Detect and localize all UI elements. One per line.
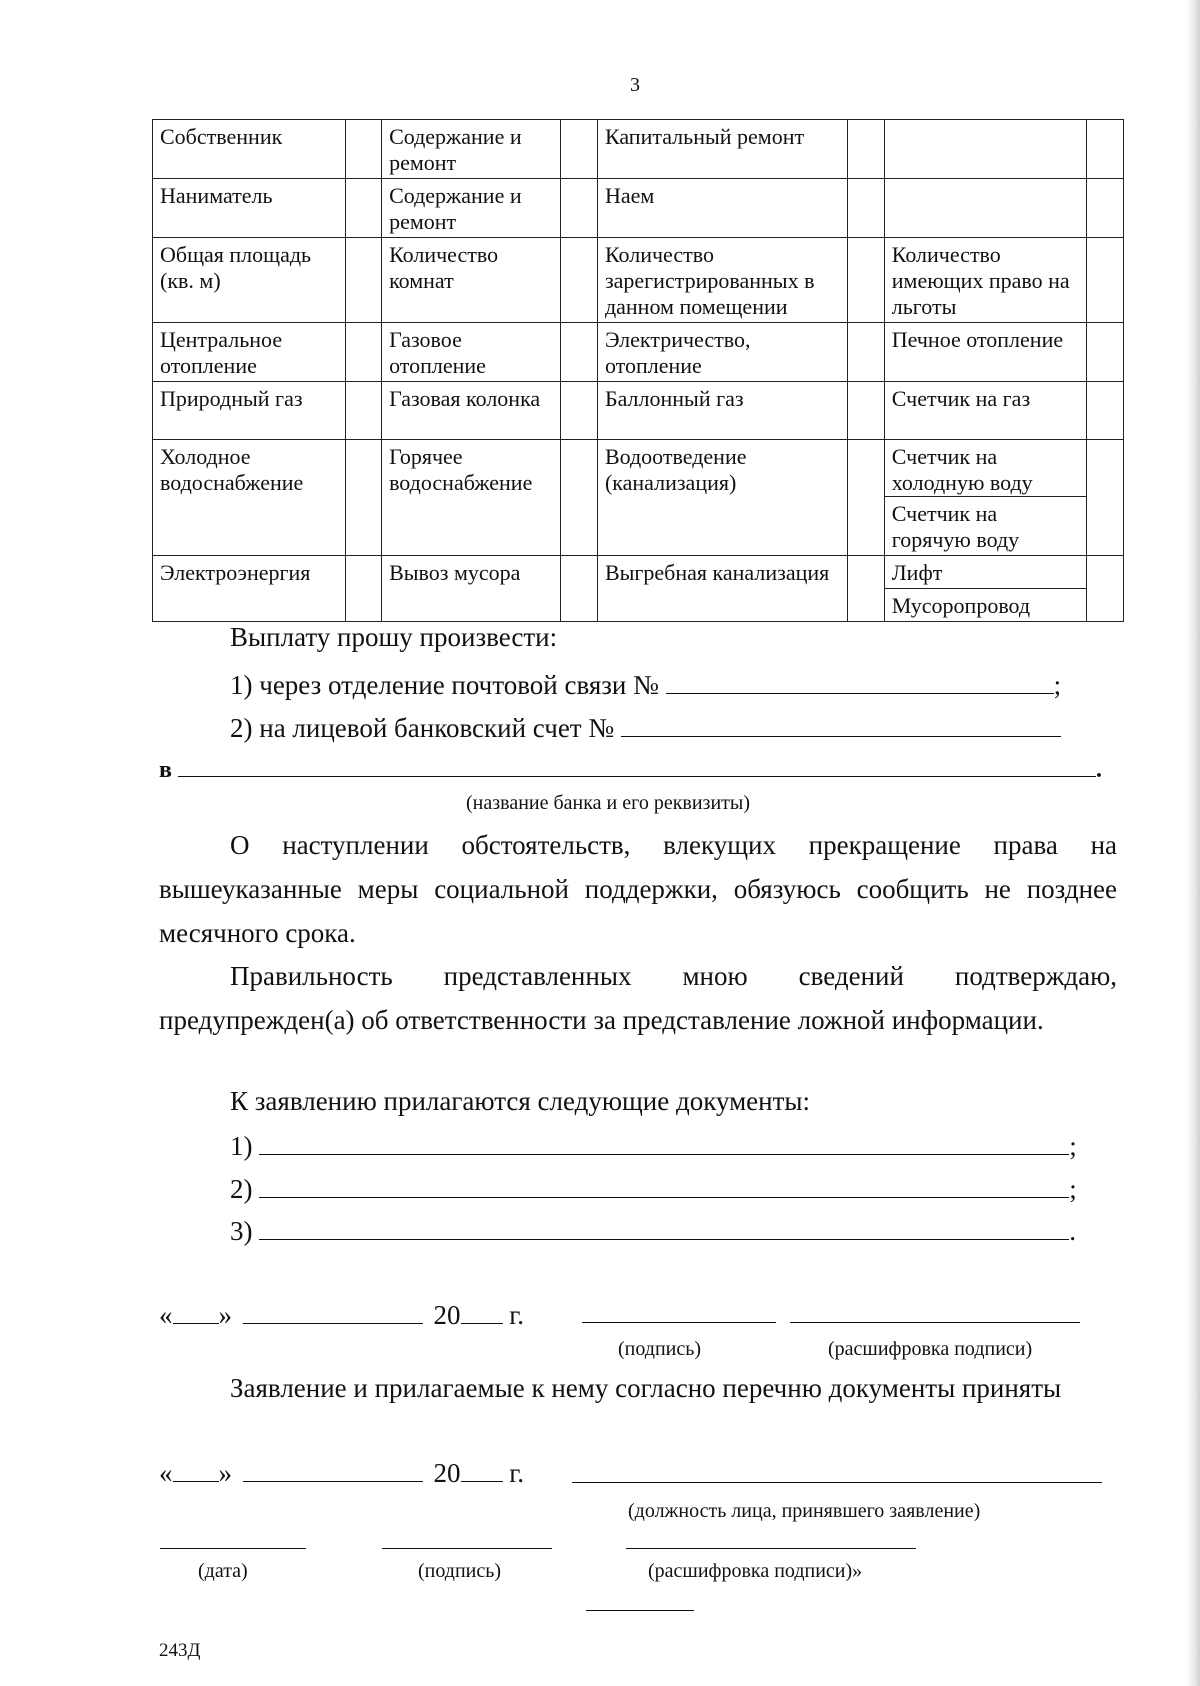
cell-hot-water: Горячее водоснабжение xyxy=(382,440,561,556)
year-prefix: 20 xyxy=(433,1458,461,1488)
cell-empty xyxy=(884,120,1087,179)
year-suffix: г. xyxy=(509,1458,525,1488)
cell-lift: Лифт xyxy=(891,560,943,585)
cell-lift-chute xyxy=(884,556,1087,622)
checkbox-cell[interactable] xyxy=(561,440,597,556)
bank-line xyxy=(159,752,1102,784)
document-item-number: 2) xyxy=(230,1174,253,1204)
cell-registered: Количество зарегистрированных в данном помещении xyxy=(597,238,847,323)
cell-electricity: Электроэнергия xyxy=(153,556,346,622)
acceptance-decoding-field[interactable] xyxy=(626,1548,916,1549)
year-field[interactable] xyxy=(461,1454,503,1482)
post-office-end: ; xyxy=(1053,670,1062,700)
cell-beneficiaries: Количество имеющих право на льготы xyxy=(884,238,1087,323)
checkbox-cell-pair[interactable] xyxy=(1087,556,1124,622)
checkbox-cell[interactable] xyxy=(345,120,381,179)
cell-gas-meter: Счетчик на газ xyxy=(884,382,1087,440)
cell-bottled-gas: Баллонный газ xyxy=(597,382,847,440)
checkbox-cell[interactable] xyxy=(561,120,597,179)
document-code: 243Д xyxy=(159,1640,201,1661)
cell-natural-gas: Природный газ xyxy=(153,382,346,440)
checkbox-cell[interactable] xyxy=(345,440,381,556)
cell-capital-repair: Капитальный ремонт xyxy=(597,120,847,179)
bank-name-field[interactable] xyxy=(178,752,1096,777)
checkbox-cell[interactable] xyxy=(345,382,381,440)
checkbox-cell[interactable] xyxy=(848,238,884,323)
table-row xyxy=(153,382,1124,440)
acceptance-decoding-caption: (расшифровка подписи)» xyxy=(648,1560,863,1582)
checkbox-cell[interactable] xyxy=(345,323,381,382)
checkbox-cell[interactable] xyxy=(1087,120,1124,179)
date-caption: (дата) xyxy=(198,1560,248,1582)
document-item xyxy=(230,1212,1076,1247)
acceptance-paragraph: Заявление и прилагаемые к нему согласно перечню документы приняты xyxy=(230,1373,1062,1403)
document-item-number: 3) xyxy=(230,1216,253,1246)
checkbox-cell[interactable] xyxy=(561,382,597,440)
document-item-number: 1) xyxy=(230,1131,253,1161)
day-field[interactable] xyxy=(173,1296,219,1324)
checkbox-cell[interactable] xyxy=(561,556,597,622)
quote-open: « xyxy=(159,1300,173,1330)
signature-caption: (подпись) xyxy=(618,1338,702,1360)
quote-open: « xyxy=(159,1458,173,1488)
document-item-end: ; xyxy=(1069,1174,1077,1204)
table-row xyxy=(153,440,1124,556)
applicant-date-line xyxy=(159,1296,524,1331)
cell-tenant: Наниматель xyxy=(153,179,346,238)
payment-option-bank-label: 2) на лицевой банковский счет № xyxy=(230,713,615,743)
separator-line xyxy=(586,1610,694,1611)
checkbox-cell[interactable] xyxy=(561,238,597,323)
cell-central-heating: Центральное отопление xyxy=(153,323,346,382)
checkbox-cell[interactable] xyxy=(848,556,884,622)
checkbox-cell[interactable] xyxy=(1087,382,1124,440)
benefits-table xyxy=(152,119,1124,622)
signature-decoding-caption: (расшифровка подписи) xyxy=(828,1338,1033,1360)
page-number: 3 xyxy=(630,74,640,96)
acceptance-signature-field[interactable] xyxy=(382,1548,552,1549)
checkbox-cell[interactable] xyxy=(561,323,597,382)
cell-maintenance: Содержание и ремонт xyxy=(382,120,561,179)
checkbox-cell[interactable] xyxy=(1087,238,1124,323)
document-3-field[interactable] xyxy=(259,1212,1069,1240)
cell-hot-water-meter: Счетчик на горячую воду xyxy=(885,496,1087,555)
cell-rooms: Количество комнат xyxy=(382,238,561,323)
cell-owner: Собственник xyxy=(153,120,346,179)
table-row xyxy=(153,323,1124,382)
checkbox-cell[interactable] xyxy=(561,179,597,238)
table-row xyxy=(153,179,1124,238)
cell-total-area: Общая площадь (кв. м) xyxy=(153,238,346,323)
document-item-end: . xyxy=(1069,1216,1076,1246)
table-row xyxy=(153,120,1124,179)
bank-line-end: . xyxy=(1095,757,1102,783)
cell-gas-heating: Газовое отопление xyxy=(382,323,561,382)
quote-close: » xyxy=(218,1300,232,1330)
cell-sewerage: Водоотведение (канализация) xyxy=(597,440,847,556)
checkbox-cell[interactable] xyxy=(848,323,884,382)
checkbox-cell[interactable] xyxy=(1087,323,1124,382)
cell-maintenance: Содержание и ремонт xyxy=(382,179,561,238)
checkbox-cell[interactable] xyxy=(848,440,884,556)
checkbox-cell[interactable] xyxy=(848,179,884,238)
documents-intro: К заявлению прилагаются следующие документы: xyxy=(230,1086,811,1116)
checkbox-cell[interactable] xyxy=(345,238,381,323)
cell-stove-heating: Печное отопление xyxy=(884,323,1087,382)
checkbox-cell[interactable] xyxy=(1087,179,1124,238)
position-caption: (должность лица, принявшего заявление) xyxy=(628,1500,981,1522)
quote-close: » xyxy=(218,1458,232,1488)
payment-option-post xyxy=(230,666,1061,701)
bank-caption: (название банка и его реквизиты) xyxy=(466,792,750,814)
cell-electric-heating: Электричество, отопление xyxy=(597,323,847,382)
document-item xyxy=(230,1127,1077,1162)
obligation-paragraph: О наступлении обстоятельств, влекущих прекращение права на вышеуказанные меры социальной поддержки, обязуюсь сообщить не позднее месячного срока. xyxy=(159,830,1117,948)
cell-cold-water-meter: Счетчик на холодную воду xyxy=(891,444,1033,495)
document-1-field[interactable] xyxy=(259,1127,1069,1155)
confirmation-paragraph: Правильность представленных мною сведений подтверждаю, предупрежден(а) об ответственности за представление ложной информации. xyxy=(159,961,1117,1035)
bank-prefix: в xyxy=(159,757,172,783)
bank-account-number-field[interactable] xyxy=(621,709,1061,737)
table-row xyxy=(153,556,1124,622)
signature-field[interactable] xyxy=(582,1322,776,1323)
checkbox-cell[interactable] xyxy=(345,556,381,622)
acceptance-date-line xyxy=(159,1454,524,1489)
post-office-number-field[interactable] xyxy=(666,666,1054,694)
table-row xyxy=(153,238,1124,323)
signature-decoding-field[interactable] xyxy=(790,1322,1080,1323)
year-prefix: 20 xyxy=(433,1300,461,1330)
cell-cold-water: Холодное водоснабжение xyxy=(153,440,346,556)
document-item xyxy=(230,1170,1077,1205)
payment-intro: Выплату прошу произвести: xyxy=(230,622,558,652)
checkbox-cell-pair[interactable] xyxy=(1087,440,1124,556)
document-2-field[interactable] xyxy=(259,1170,1069,1198)
cell-cesspool: Выгребная канализация xyxy=(597,556,847,622)
cell-garbage-chute: Мусоропровод xyxy=(885,588,1087,621)
cell-empty xyxy=(884,179,1087,238)
month-field[interactable] xyxy=(243,1454,423,1482)
checkbox-cell[interactable] xyxy=(345,179,381,238)
payment-option-bank xyxy=(230,709,1061,744)
checkbox-cell[interactable] xyxy=(848,382,884,440)
document-item-end: ; xyxy=(1069,1131,1077,1161)
payment-option-post-label: 1) через отделение почтовой связи № xyxy=(230,670,659,700)
year-field[interactable] xyxy=(461,1296,503,1324)
scan-edge xyxy=(1186,0,1200,1686)
day-field[interactable] xyxy=(173,1454,219,1482)
cell-garbage: Вывоз мусора xyxy=(382,556,561,622)
acceptance-signature-caption: (подпись) xyxy=(418,1560,502,1582)
month-field[interactable] xyxy=(243,1296,423,1324)
cell-gas-boiler: Газовая колонка xyxy=(382,382,561,440)
position-field[interactable] xyxy=(572,1482,1102,1483)
checkbox-cell[interactable] xyxy=(848,120,884,179)
acceptance-date-field[interactable] xyxy=(160,1548,306,1549)
cell-water-meters xyxy=(884,440,1087,556)
year-suffix: г. xyxy=(509,1300,525,1330)
cell-rent: Наем xyxy=(597,179,847,238)
